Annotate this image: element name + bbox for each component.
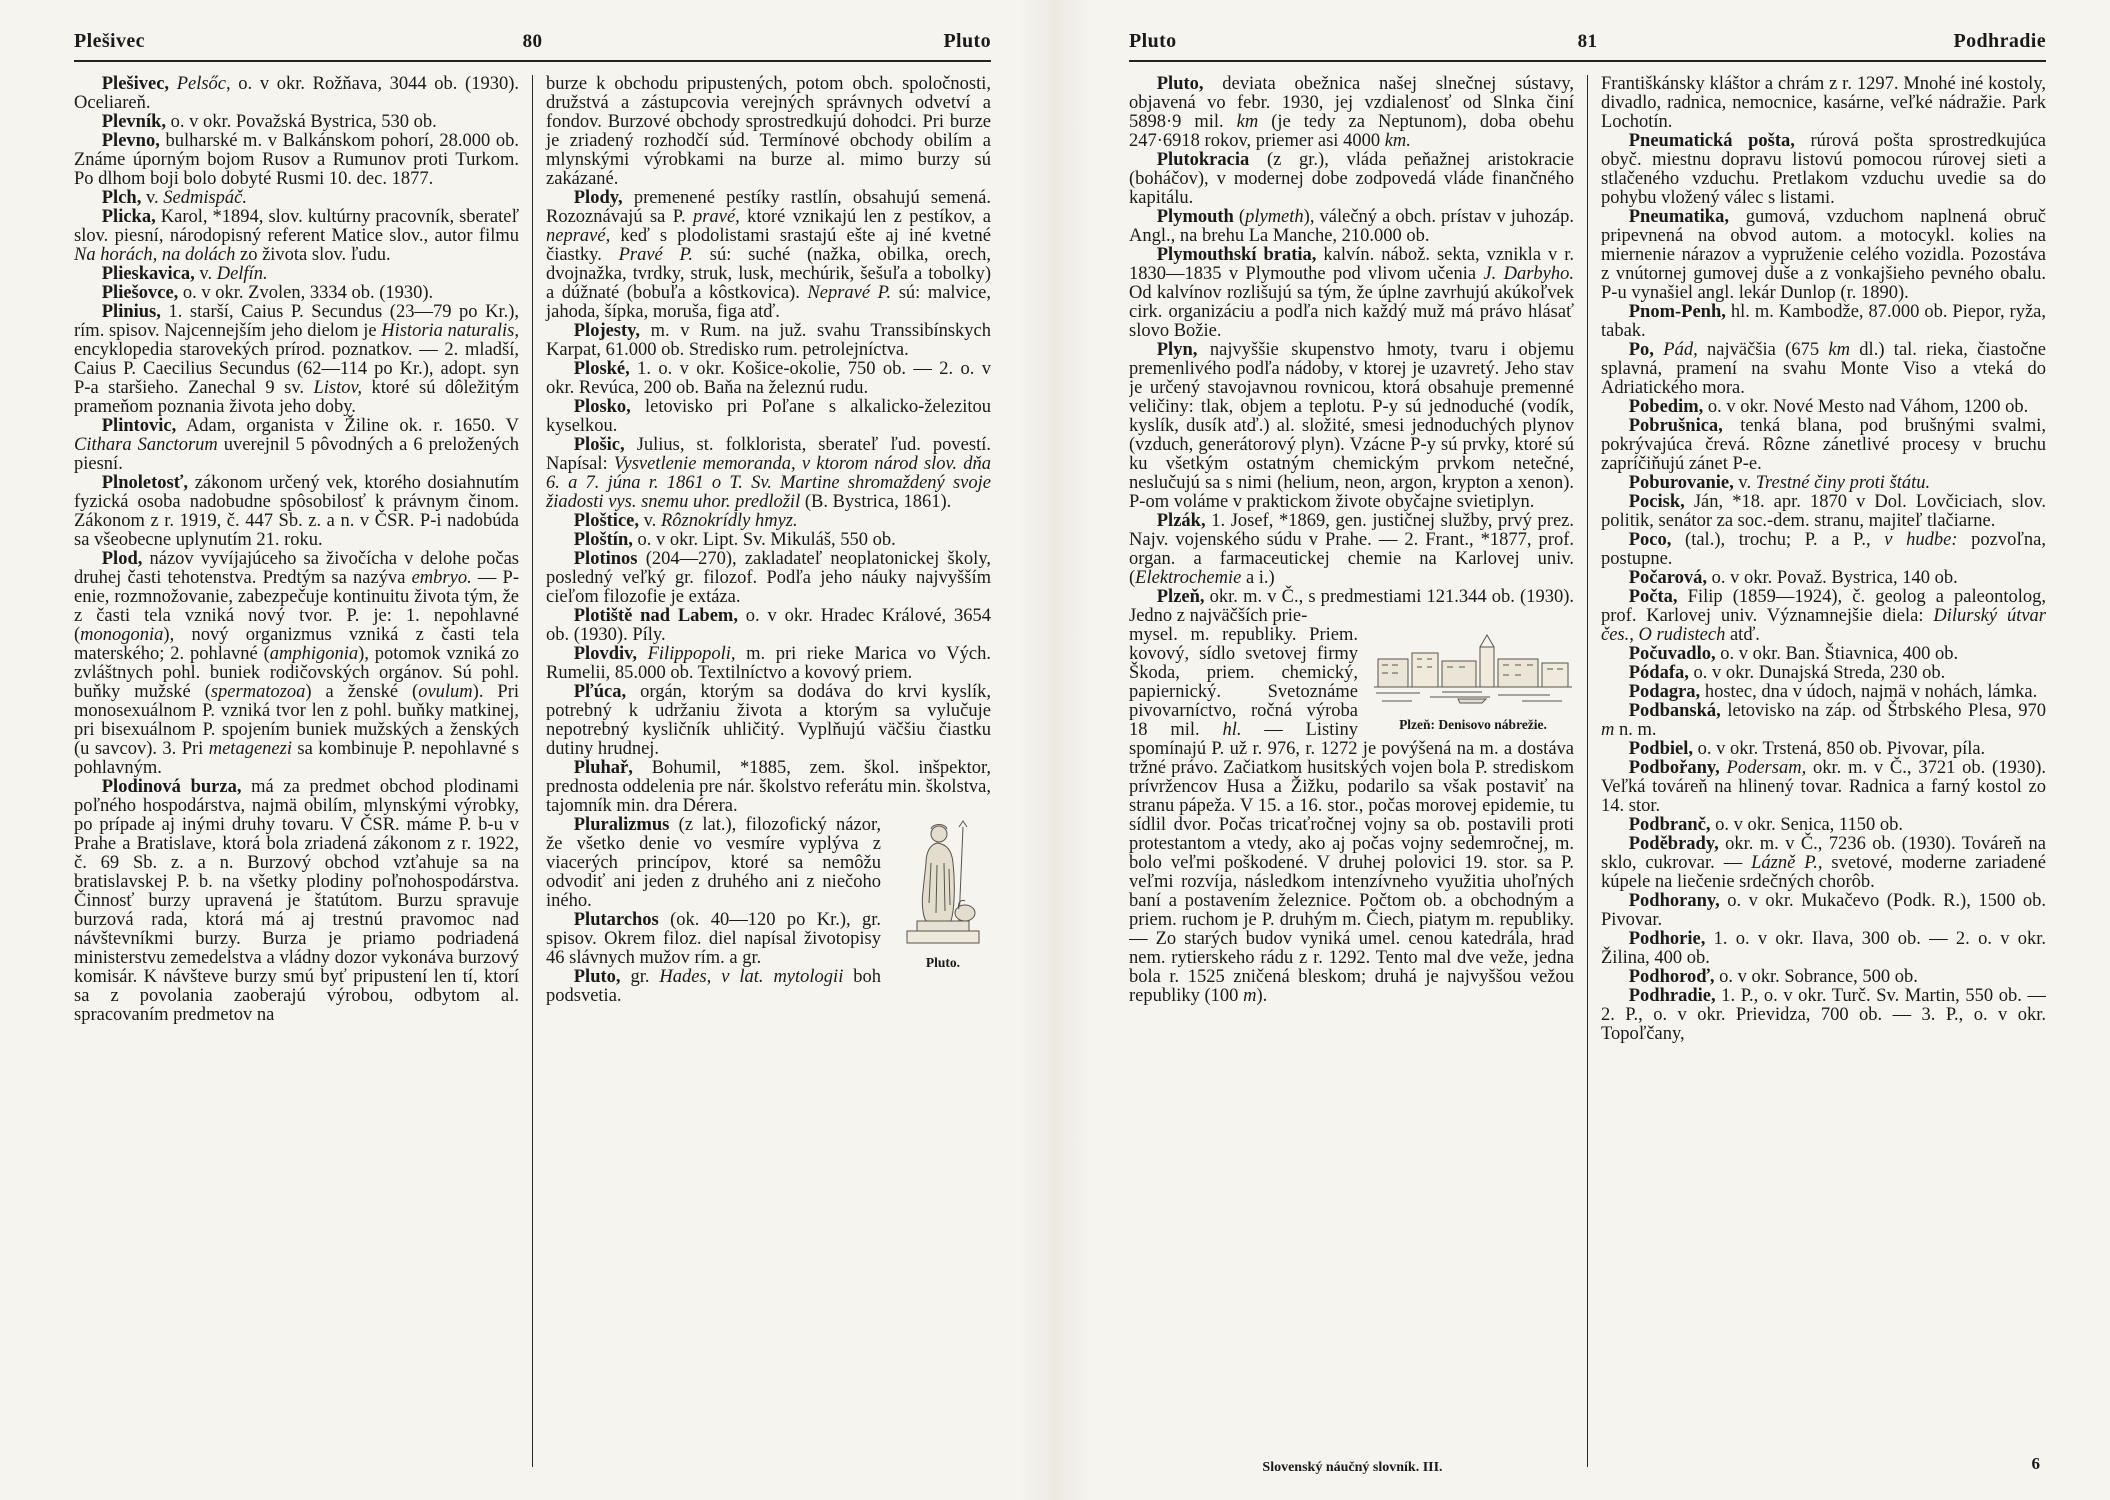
headword: Ploštín, <box>573 530 633 550</box>
headword: Plzeň, <box>1156 587 1205 607</box>
headword: Plod, <box>101 549 143 569</box>
entry: Plotiště nad Labem, o. v okr. Hradec Králové, 3654 ob. (1930). Píly. <box>546 606 991 645</box>
entry: Podagra, hostec, dna v údoch, najmä v nohách, lámka. <box>1628 682 2038 702</box>
headword: Plosko, <box>573 397 631 417</box>
entry: Plch, v. Sedmispáč. <box>101 188 248 208</box>
entry: Podbranč, o. v okr. Senica, 1150 ob. <box>1628 815 1903 835</box>
entry: Podbanská, letovisko na záp. od Štrbského Plesa, 970 m n. m. <box>1601 701 2046 740</box>
entry: Plutokracia (z gr.), vláda peňažnej aristokracie (boháčov), v modernej dobe zodpovedá vláde finančného kapitálu. <box>1129 150 1574 208</box>
entry: Pliešovce, o. v okr. Zvolen, 3334 ob. (1930). <box>101 283 434 303</box>
entry: Ploské, 1. o. v okr. Košice-okolie, 750 ob. — 2. o. v okr. Revúca, 200 ob. Baňa na železnú rudu. <box>546 359 991 398</box>
headword: Počta, <box>1628 587 1678 607</box>
figure-caption: Plzeň: Denisovo nábrežie. <box>1399 717 1547 732</box>
headword: Pluto, <box>1156 75 1204 94</box>
text-column <box>532 75 991 1467</box>
entry: Pobedim, o. v okr. Nové Mesto nad Váhom, 1200 ob. <box>1628 397 2029 417</box>
entry: Plotinos (204—270), zakladateľ neoplatonickej školy, posledný veľký gr. filozof. Podľa jeho náuky najvyšším cieľom filozofie je extáza. <box>546 549 991 607</box>
text-columns <box>74 75 991 1467</box>
headword: Ploské, <box>573 359 630 379</box>
page-right <box>1055 0 2110 1500</box>
headword: Plch, <box>101 188 142 208</box>
signature-number: 6 <box>2031 1454 2040 1473</box>
headword: Pobrušnica, <box>1628 416 1723 436</box>
headword: Plodinová burza, <box>101 777 242 797</box>
entry: Plymouth (plymeth), válečný a obch. prístav v juhozáp. Angl., na brehu La Manche, 210.000 ob. <box>1129 207 1574 246</box>
entry-continuation: burze k obchodu pripustených, potom obch. spoločnosti, družstvá a zástupcovia verejných správnych odvetví a fondov. Burzové obchody sprostredkujú dohodci. Pri burze je zriadený rozhodčí súd. Termínové obchody obilím a mlynskými výrobkami na burze al. mimo burzy sú zakázané. <box>546 75 991 189</box>
text-column <box>1129 75 1587 1467</box>
statue-figure <box>895 819 991 971</box>
entry: Počarová, o. v okr. Považ. Bystrica, 140 ob. <box>1628 568 1958 588</box>
headword: Pliešovce, <box>101 283 179 303</box>
entry: Plintovic, Adam, organista v Žiline ok. r. 1650. V Cithara Sanctorum uverejnil 5 pôvodných a 6 preložených piesní. <box>74 416 519 474</box>
headword: Pluto, <box>573 967 621 987</box>
headword: Plzák, <box>1156 511 1206 531</box>
headword: Plošic, <box>573 435 625 455</box>
headword: Plintovic, <box>101 416 177 436</box>
headword: Poděbrady, <box>1628 834 1719 854</box>
running-head-right: Podhradie <box>1953 30 2046 52</box>
entry: Plošic, Julius, st. folklorista, sberateľ ľud. povestí. Napísal: Vysvetlenie memoranda, v ktorom národ slov. dňa 6. a 7. júna r. 1861 o T. Sv. Martine shromaždený svoje žiadosti vys. snemu uhor. predložil (B. Bystrica, 1861). <box>546 435 991 512</box>
entry: Plosko, letovisko pri Poľane s alkalicko-železitou kyselkou. <box>546 397 991 436</box>
running-head-left: Pluto <box>1129 30 1177 52</box>
entry: Plovdiv, Filippopoli, m. pri rieke Marica vo Vých. Rumelii, 85.000 ob. Textilníctvo a kovový priem. <box>546 644 991 683</box>
entry: Podhoroď, o. v okr. Sobrance, 500 ob. <box>1628 967 1918 987</box>
page-number: 80 <box>522 31 543 52</box>
entry: Po, Pád, najväčšia (675 km dl.) tal. rieka, čiastočne splavná, pramení na svahu Monte Viso a vteká do Adriatického mora. <box>1601 340 2046 398</box>
headword: Podbořany, <box>1628 758 1720 778</box>
headword: Plutokracia <box>1156 150 1250 170</box>
entry: Poděbrady, okr. m. v Č., 7236 ob. (1930). Továreň na sklo, cukrovar. — Lázně P., svetové, moderne zariadené kúpele na liečenie srdečných chorôb. <box>1601 834 2046 892</box>
entry: Plnoletosť, zákonom určený vek, ktorého dosiahnutím fyzická osoba nadobudne spôsobilosť k právnym činom. Zákonom z r. 1919, č. 447 Sb. z. a n. v ČSR. P-i nadobúda sa všeobecne uplynutím 21. roku. <box>74 473 520 550</box>
plzen-engraving <box>1372 629 1574 709</box>
entry: Plyn, najvyššie skupenstvo hmoty, tvaru i objemu premenlivého podľa nádoby, v ktorej je uzavretý. Jeho stav je určený stavojavnou rovnicou, ktorá obsahuje premenné veličiny: tlak, objem a teplotu. P-y sú jednoduché (vodík, kyslík, dusík atď.) al. složité, smesi jednoduchých plynov (vzduch, generátorový plyn). Vzácne P-y sú prvky, ktoré sú ku všetkým ostatným chemickým prvkom netečné, neslučujú sa s nimi (helium, neon, argon, krypton a xenon). P-om voláme v praktickom živote obyčajne svietiplyn. <box>1129 340 1574 512</box>
page-header <box>1129 30 2046 62</box>
entry: Plzeň, okr. m. v Č., s predmestiami 121.344 ob. (1930). Jedno z najväčších prie- <box>1129 587 1574 626</box>
entry: Podhorany, o. v okr. Mukačevo (Podk. R.), 1500 ob. Pivovar. <box>1601 891 2046 930</box>
entry: Pocisk, Ján, *18. apr. 1870 v Dol. Lovčiciach, slov. politik, senátor za soc.-dem. stranu, majiteľ tlačiarne. <box>1601 492 2046 531</box>
entry: Plod, názov vyvíjajúceho sa živočícha v delohe počas druhej časti tehotenstva. Predtým sa nazýva embryo. — P-enie, rozmnožovanie, zabezpečuje kontinuitu života tým, že z časti tela vzniká nový tvor. P. je: 1. nepohlavné (monogonia), nový organizmus vzniká z časti tela materského; 2. pohlavné (amphigonia), potomok vzniká zo zvláštnych pohl. buniek rodičovských orgánov. Sú pohl. buňky mužské (spermatozoa) a ženské (ovulum). Pri monosexuálnom P. vzniká tvor len z pohl. buňky matkinej, pri bisexuálnom P. spojením buniek mužských a ženských (u savcov). 3. Pri metagenezi sa kombinuje P. nepohlavné s pohlavným. <box>74 549 520 778</box>
entry: Plymouthskí bratia, kalvín. nábož. sekta, vznikla v r. 1830—1835 v Plymouthe pod vlivom učenia J. Darbyho. Od kalvínov rozlišujú sa tým, že úplne zavrhujú akúkoľvek cirk. organizáciu a podľa nich každý muž má právo hlásať slovo Božie. <box>1129 245 1574 341</box>
entry: Pľúca, orgán, ktorým sa dodáva do krvi kyslík, potrebný k udržaniu života a ktorým sa vylučuje nepotrebný kysličník uhličitý. Vyplňujú väčšiu čiastku dutiny hrudnej. <box>546 682 991 759</box>
text-columns <box>1129 75 2046 1467</box>
page-number: 81 <box>1577 31 1598 52</box>
headword: Plnoletosť, <box>101 473 188 493</box>
entry: Počta, Filip (1859—1924), č. geolog a paleontolog, prof. Karlovej univ. Významnejšie diela: Dilurský útvar čes., O rudistech atď. <box>1601 587 2046 645</box>
headword: Pluhař, <box>573 758 633 778</box>
headword: Podhoroď, <box>1628 967 1715 987</box>
headword: Ploštice, <box>573 511 639 531</box>
headword: Pocisk, <box>1628 492 1685 512</box>
pluto-statue-engraving <box>897 819 989 947</box>
headword: Pobedim, <box>1628 397 1704 417</box>
entry: Pluto. Pluralizmus (z lat.), filozofický názor, že všetko denie vo vesmíre vyplýva z viacerých princípov, ktoré sa nemôžu odvodiť ani jeden z druhého ani z niečoho iného. <box>546 816 991 911</box>
headword: Plieskavica, <box>101 264 195 284</box>
headword: Plyn, <box>1156 340 1198 360</box>
entry: Plevník, o. v okr. Považská Bystrica, 530 ob. <box>101 112 437 132</box>
entry: Plešivec, Pelsőc, o. v okr. Rožňava, 3044 ob. (1930). Oceliareň. <box>74 75 520 113</box>
entry: Pódafa, o. v okr. Dunajská Streda, 230 ob. <box>1628 663 1946 683</box>
entry: Pnom-Penh, hl. m. Kambodže, 87.000 ob. Piepor, ryža, tabak. <box>1601 302 2046 341</box>
entry: Plody, premenené pestíky rastlín, obsahujú semená. Rozoznávajú sa P. pravé, ktoré vznikajú len z pestíkov, a nepravé, keď s plodolistami srastajú ešte aj iné kvetné čiastky. Pravé P. sú: suché (nažka, obilka, orech, dvojnažka, tvrdky, struk, lusk, mechúrik, šešuľa a tobolky) a dúžnaté (bobuľa a kôstkovica). Nepravé P. sú: malvice, jahoda, šípka, moruša, figa atď. <box>546 188 991 322</box>
city-figure <box>1372 629 1574 733</box>
entry: Pneumatická pošta, rúrová pošta sprostredkujúca obyč. miestnu dopravu listovú pomocou rúrovej sieti a stlačeného vzduchu. Pretlakom vzduchu uvedie sa do pohybu vložený válec s listami. <box>1601 131 2046 208</box>
entry: Pluto, gr. Hades, v lat. mytologii boh podsvetia. <box>546 967 882 1006</box>
page-header <box>74 30 991 62</box>
headword: Pľúca, <box>573 682 627 702</box>
entry-continuation: Františkánsky kláštor a chrám z r. 1297. Mnohé iné kostoly, divadlo, radnica, nemocnice, kasárne, veľké nádražie. Park Lochotín. <box>1601 75 2046 132</box>
headword: Poburovanie, <box>1628 473 1734 493</box>
entry-continuation: Plzeň: Denisovo nábrežie. mysel. m. republiky. Priem. kovový, sídlo svetovej firmy Škoda, priem. chemický, papiernický. Svetoznáme pivovarníctvo, ročná výroba 18 mil. hl. — Listiny spomínajú P. už r. 976, r. 1272 je povýšená na m. a dostáva tržné právo. Začiatkom husitských vojen bola P. strediskom prívržencov Husa a Žižku, podarilo sa však postaviť na stranu pápeža. V 15. a 16. stor., počas morovej epidemie, tu sídlil dvor. Počas tricaťročnej vojny sa ob. postavili proti protestantom a vtedy, ako aj počas vojny sedemročnej, m. bolo veľmi poškodené. V druhej polovici 19. stor. sa P. veľmi rozvíja, následkom intenzívneho využitia uhoľných baní a postavením železnice. Počtom ob. a obchodným a priem. ruchom je P. druhým m. Čiech, piatym m. republiky. — Zo starých budov vyniká umel. cenou katedrála, hrad nem. rytierskeho rádu z r. 1292. Tento mal dve veže, jedna bola r. 1525 zničená bleskom; druhá je najvyššou vežou republiky (100 m). <box>1129 625 1574 1006</box>
headword: Plotiště nad Labem, <box>573 606 738 626</box>
headword: Podbiel, <box>1628 739 1693 759</box>
headword: Plinius, <box>101 302 161 322</box>
headword: Plešivec, <box>101 75 170 94</box>
entry: Plzák, 1. Josef, *1869, gen. justičnej služby, prvý prez. Najv. vojenského súdu v Prahe. — 2. Frant., *1877, prof. organ. a farmaceutickej chemie na Karlovej univ. (Elektrochemie a i.) <box>1129 511 1575 588</box>
entry: Plodinová burza, má za predmet obchod plodinami poľného hospodárstva, najmä obilím, mlynskými výrobky, po prípade aj inými druhy tovaru. V ČSR. máme P. b-u v Prahe a Bratislave, ktorá bola zriadená zákonom z r. 1922, č. 69 Sb. z. a n. Burzový obchod vzťahuje sa na bratislavskej P. b. na všetky plodiny poľnohospodárstva. Činnosť burzy upravená je štatútom. Burzu spravuje burzová rada, ktorá má aj trestnú pravomoc nad návštevníkmi burzy. Burza je priamo podriadená ministerstvu zemedelstva a vládny dozor vykonáva burzový komisár. K návšteve burzy smú byť pripustení len tí, ktorí sa z povolania zaoberajú výrobou, odbytom al. spracovaním predmetov na <box>74 777 519 1025</box>
entry: Plevno, bulharské m. v Balkánskom pohorí, 28.000 ob. Známe úporným bojom Rusov a Rumunov proti Turkom. Po dlhom boji bolo dobyté Rusmi 10. dec. 1877. <box>74 131 519 189</box>
entry: Pluto, deviata obežnica našej slnečnej sústavy, objavená vo febr. 1930, jej vzdialenosť od Slnka činí 5898·9 mil. km (je tedy za Neptunom), doba obehu 247·6918 rokov, priemer asi 4000 km. <box>1129 75 1575 151</box>
headword: Poco, <box>1628 530 1672 550</box>
entry: Pneumatika, gumová, vzduchom naplnená obruč pripevnená na obvod autom. a motocykl. kolies na miernenie nárazov a vypruženie celého vozidla. Pozostáva z vnútornej gumovej duše a z vonkajšieho pevného obalu. P-u vynašiel angl. lekár Dunlop (r. 1890). <box>1601 207 2046 303</box>
entry: Plinius, 1. starší, Caius P. Secundus (23—79 po Kr.), rím. spisov. Najcennejším jeho dielom je Historia naturalis, encyklopedia starovekých prírod. poznatkov. — 2. mladší, Caius P. Caecilius Secundus (62—114 po Kr.), adopt. syn P-a staršieho. Zanechal 9 sv. Listov, ktoré sú dôležitým prameňom poznania života jeho doby. <box>74 302 520 417</box>
entry: Poburovanie, v. Trestné činy proti štátu. <box>1628 473 1931 493</box>
headword: Plymouthskí bratia, <box>1156 245 1317 265</box>
headword: Pneumatika, <box>1628 207 1729 227</box>
text-column <box>74 75 532 1467</box>
headword: Plicka, <box>101 207 156 227</box>
entry: Podhradie, 1. P., o. v okr. Turč. Sv. Martin, 550 ob. — 2. P., o. v okr. Prievidza, 700 ob. — 3. P., o. v okr. Topoľčany, <box>1601 986 2046 1044</box>
figure-caption: Pluto. <box>925 955 961 970</box>
headword: Plojesty, <box>573 321 641 341</box>
entry: Poco, (tal.), trochu; P. a P., v hudbe: pozvoľna, postupne. <box>1601 530 2046 569</box>
entry: Pobrušnica, tenká blana, pod brušnými svalmi, pokrývajúca črevá. Rôzne zánetlivé procesy v bruchu zapríčiňujú zánet P-e. <box>1601 416 2046 474</box>
entry: Počuvadlo, o. v okr. Ban. Štiavnica, 400 ob. <box>1628 644 1959 664</box>
headword: Plevník, <box>101 112 166 132</box>
entry: Podbiel, o. v okr. Trstená, 850 ob. Pivovar, píla. <box>1628 739 1986 759</box>
headword: Podhorany, <box>1628 891 1720 911</box>
headword: Pnom-Penh, <box>1628 302 1726 322</box>
headword: Plymouth <box>1156 207 1234 227</box>
entry: Plojesty, m. v Rum. na juž. svahu Transsibínskych Karpat, 61.000 ob. Stredisko rum. petrolejníctva. <box>546 321 991 360</box>
headword: Plovdiv, <box>573 644 637 664</box>
headword: Pódafa, <box>1628 663 1689 683</box>
entry: Ploštín, o. v okr. Lipt. Sv. Mikuláš, 550 ob. <box>573 530 896 550</box>
text-column <box>1587 75 2046 1467</box>
entry: Ploštice, v. Rôznokrídly hmyz. <box>573 511 798 531</box>
headword: Plotinos <box>573 549 638 569</box>
entry: Plutarchos (ok. 40—120 po Kr.), gr. spisov. Okrem filoz. diel napísal životopisy 46 slávnych mužov rím. a gr. <box>546 910 882 968</box>
headword: Podhradie, <box>1628 986 1716 1006</box>
headword: Pneumatická pošta, <box>1628 131 1795 151</box>
headword: Plevno, <box>101 131 160 151</box>
headword: Podbranč, <box>1628 815 1711 835</box>
entry: Podbořany, Podersam, okr. m. v Č., 3721 ob. (1930). Veľká továreň na hlinený tovar. Radnica a farný kostol zo 14. stor. <box>1601 758 2046 816</box>
entry: Plicka, Karol, *1894, slov. kultúrny pracovník, sberateľ slov. piesní, národopisný referent Matice slov., autor filmu Na horách, na dolách zo života slov. ľudu. <box>74 207 520 265</box>
headword: Podagra, <box>1628 682 1701 702</box>
headword: Počarová, <box>1628 568 1708 588</box>
headword: Podbanská, <box>1628 701 1721 721</box>
headword: Pluralizmus <box>573 815 670 835</box>
imprint: Slovenský náučný slovník. III. <box>1262 1460 1443 1475</box>
headword: Plody, <box>573 188 623 208</box>
entry: Pluhař, Bohumil, *1885, zem. škol. inšpektor, prednosta oddelenia pre nár. školstvo referátu min. školstva, tajomník min. dra Dérera. <box>546 758 991 816</box>
entry: Plieskavica, v. Delfín. <box>101 264 268 284</box>
running-head-right: Pluto <box>943 30 991 52</box>
headword: Počuvadlo, <box>1628 644 1716 664</box>
headword: Po, <box>1628 340 1654 360</box>
entry: Podhorie, 1. o. v okr. Ilava, 300 ob. — 2. o. v okr. Žilina, 400 ob. <box>1601 929 2046 968</box>
running-head-left: Plešivec <box>74 30 145 52</box>
headword: Podhorie, <box>1628 929 1706 949</box>
headword: Plutarchos <box>573 910 659 930</box>
